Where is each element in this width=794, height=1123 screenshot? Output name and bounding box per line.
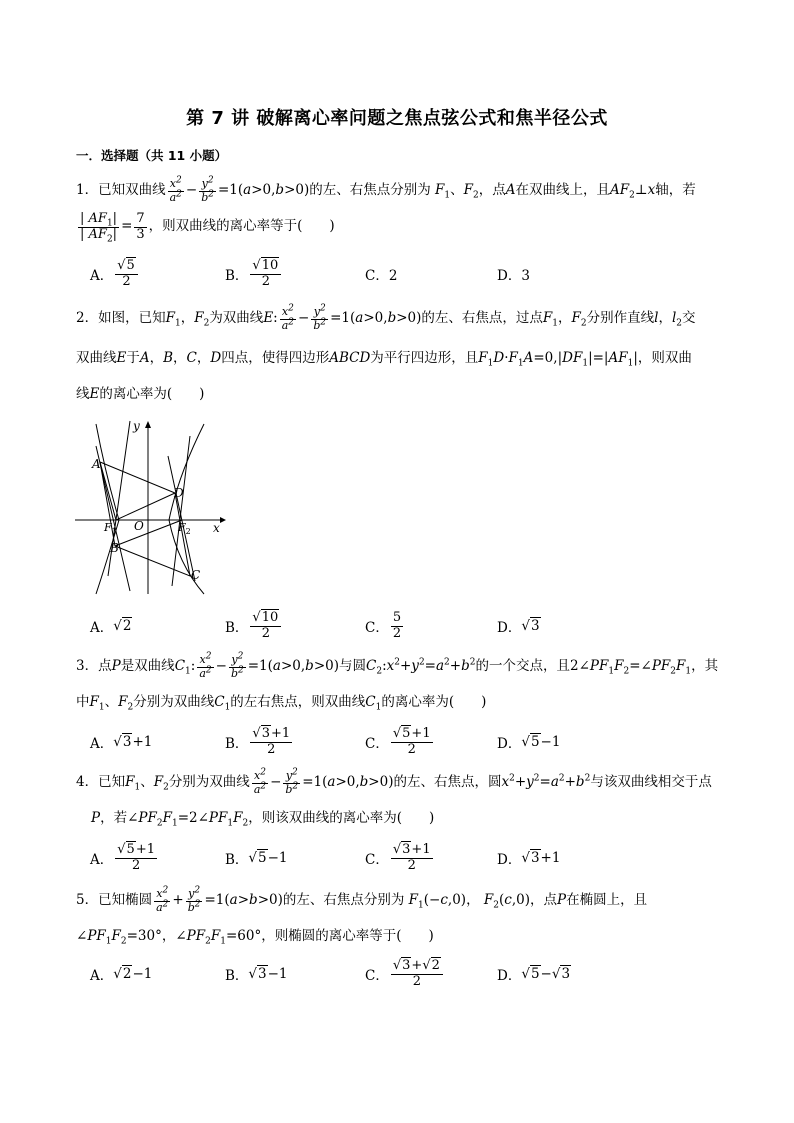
point-label-b: B: [110, 541, 119, 555]
axis-label-y: y: [133, 419, 140, 433]
focus-label-f2: $F_2$: [178, 521, 191, 536]
question-1-line-2: $\frac{| AF_1|}{| AF_2|}$ = $\frac{7}{3}$ ，则双曲线的离心率等于( ): [80, 210, 335, 245]
choice-d[interactable]: D． √3: [497, 618, 540, 636]
choice-a[interactable]: A． √2: [90, 618, 132, 636]
choice-b[interactable]: B． $\frac{√3+1}{2}$: [225, 725, 291, 757]
choice-b[interactable]: B． √5 −1: [225, 850, 288, 868]
question-1-choices: [90, 256, 730, 292]
point-label-c: C: [191, 568, 201, 582]
question-4-line-2: P，若$\angle PF_2F_1=2\angle PF_1F_2$，则该双曲线的离心率为( ): [91, 810, 435, 829]
choice-d[interactable]: D． √3 +1: [497, 850, 561, 868]
question-3-line-1: 3． 点 P 是双曲线 $C_1$ : $\frac{x^2}{a^2}$ − $\frac{y^2}{b^2}$ =1( a >0, b >0) 与圆 $C_2$ : $x^2+y^2=a^2+b^2$ 的一个交点，且 2∠ $PF_1F_2$ =∠ $PF_2F_1$ ，其: [76, 651, 719, 680]
point-label-d: D: [174, 486, 184, 500]
choice-a[interactable]: A． $\frac{√5}{2}$: [90, 256, 140, 292]
choice-c[interactable]: C． $\frac{√5+1}{2}$: [365, 725, 431, 757]
origin-label: O: [134, 519, 144, 533]
choice-c[interactable]: C． $\frac{√3+√2}{2}$: [365, 956, 445, 992]
axis-label-x: x: [213, 521, 220, 535]
hyperbola-figure: [70, 416, 230, 596]
question-1-line-1: 1． 已知双曲线 $\frac{x^2}{a^2}$ − $\frac{y^2}{b^2}$ =1( a >0, b >0) 的左、右焦点分别为 $F_1$ 、 $F_2$ ，点 A 在双曲线上，且 $AF_2$ ⊥ x 轴，若: [76, 175, 696, 204]
choice-c[interactable]: C．2: [365, 268, 398, 284]
question-5-line-1: 5． 已知椭圆 $\frac{x^2}{a^2}$ + $\frac{y^2}{b^2}$ =1( a > b >0) 的左、右焦点分别为 $F_1$ (− c ,0) ， $F_2$ ( c ,0) ，点 P 在椭圆上，且: [76, 885, 648, 914]
choice-a[interactable]: A． √2 −1: [90, 966, 153, 984]
question-2-line-3: 线E的离心率为( ): [76, 386, 205, 402]
question-4-line-1: 4． 已知 $F_1$ 、 $F_2$ 分别为双曲线 $\frac{x^2}{a^2}$ − $\frac{y^2}{b^2}$ =1( a >0, b >0) 的左、右焦点，圆 $x^2+y^2=a^2+b^2$ 与该双曲线相交于点: [76, 767, 712, 796]
point-label-a: A: [92, 457, 101, 471]
question-2-line-1: 2． 如图，已知 $F_1$ ， $F_2$ 为双曲线 E : $\frac{x^2}{a^2}$ − $\frac{y^2}{b^2}$ =1( a >0, b >0) 的左、右焦点，过点 $F_1$ ， $F_2$ 分别作直线 l ， $l_2$ 交: [76, 303, 696, 332]
choice-a[interactable]: A． √3 +1: [90, 734, 153, 752]
question-3-choices: [90, 724, 730, 760]
choice-d[interactable]: D． √5 − √3: [497, 966, 571, 984]
choice-b[interactable]: B． $\frac{√10}{2}$: [225, 608, 283, 644]
hyperbola-diagram: [70, 416, 230, 596]
choice-d[interactable]: D．3: [497, 268, 530, 284]
choice-b[interactable]: B． √3 −1: [225, 966, 288, 984]
choice-b[interactable]: B． $\frac{√10}{2}$: [225, 256, 283, 292]
question-5-line-2: $\angle PF_1F_2=30^\circ$，$\angle PF_2F_1=60^\circ$，则椭圆的离心率等于( ): [76, 928, 434, 947]
choice-c[interactable]: C． $\frac{5}{2}$: [365, 609, 402, 641]
focus-label-f1: $F_1$: [104, 521, 117, 536]
page-title: 第 7 讲 破解离心率问题之焦点弦公式和焦半径公式: [186, 108, 608, 129]
choice-c[interactable]: C． $\frac{√3+1}{2}$: [365, 841, 431, 873]
choice-a[interactable]: A． $\frac{√5+1}{2}$: [90, 841, 155, 873]
choice-d[interactable]: D． √5 −1: [497, 734, 561, 752]
question-2-line-2: 双曲线E于A，B，C，D四点，使得四边形ABCD为平行四边形，且$F_1D\cdot F_1A=0,|DF_1|=|AF_1|$，则双曲: [76, 350, 692, 369]
question-4-choices: [90, 840, 730, 876]
section-heading: 一．选择题（共 11 小题）: [76, 148, 228, 163]
question-3-line-2: 中$F_1$、$F_2$分别为双曲线$C_1$的左右焦点，则双曲线$C_1$的离心率为( ): [76, 694, 487, 713]
question-5-choices: [90, 956, 730, 992]
question-2-choices: [90, 608, 730, 644]
